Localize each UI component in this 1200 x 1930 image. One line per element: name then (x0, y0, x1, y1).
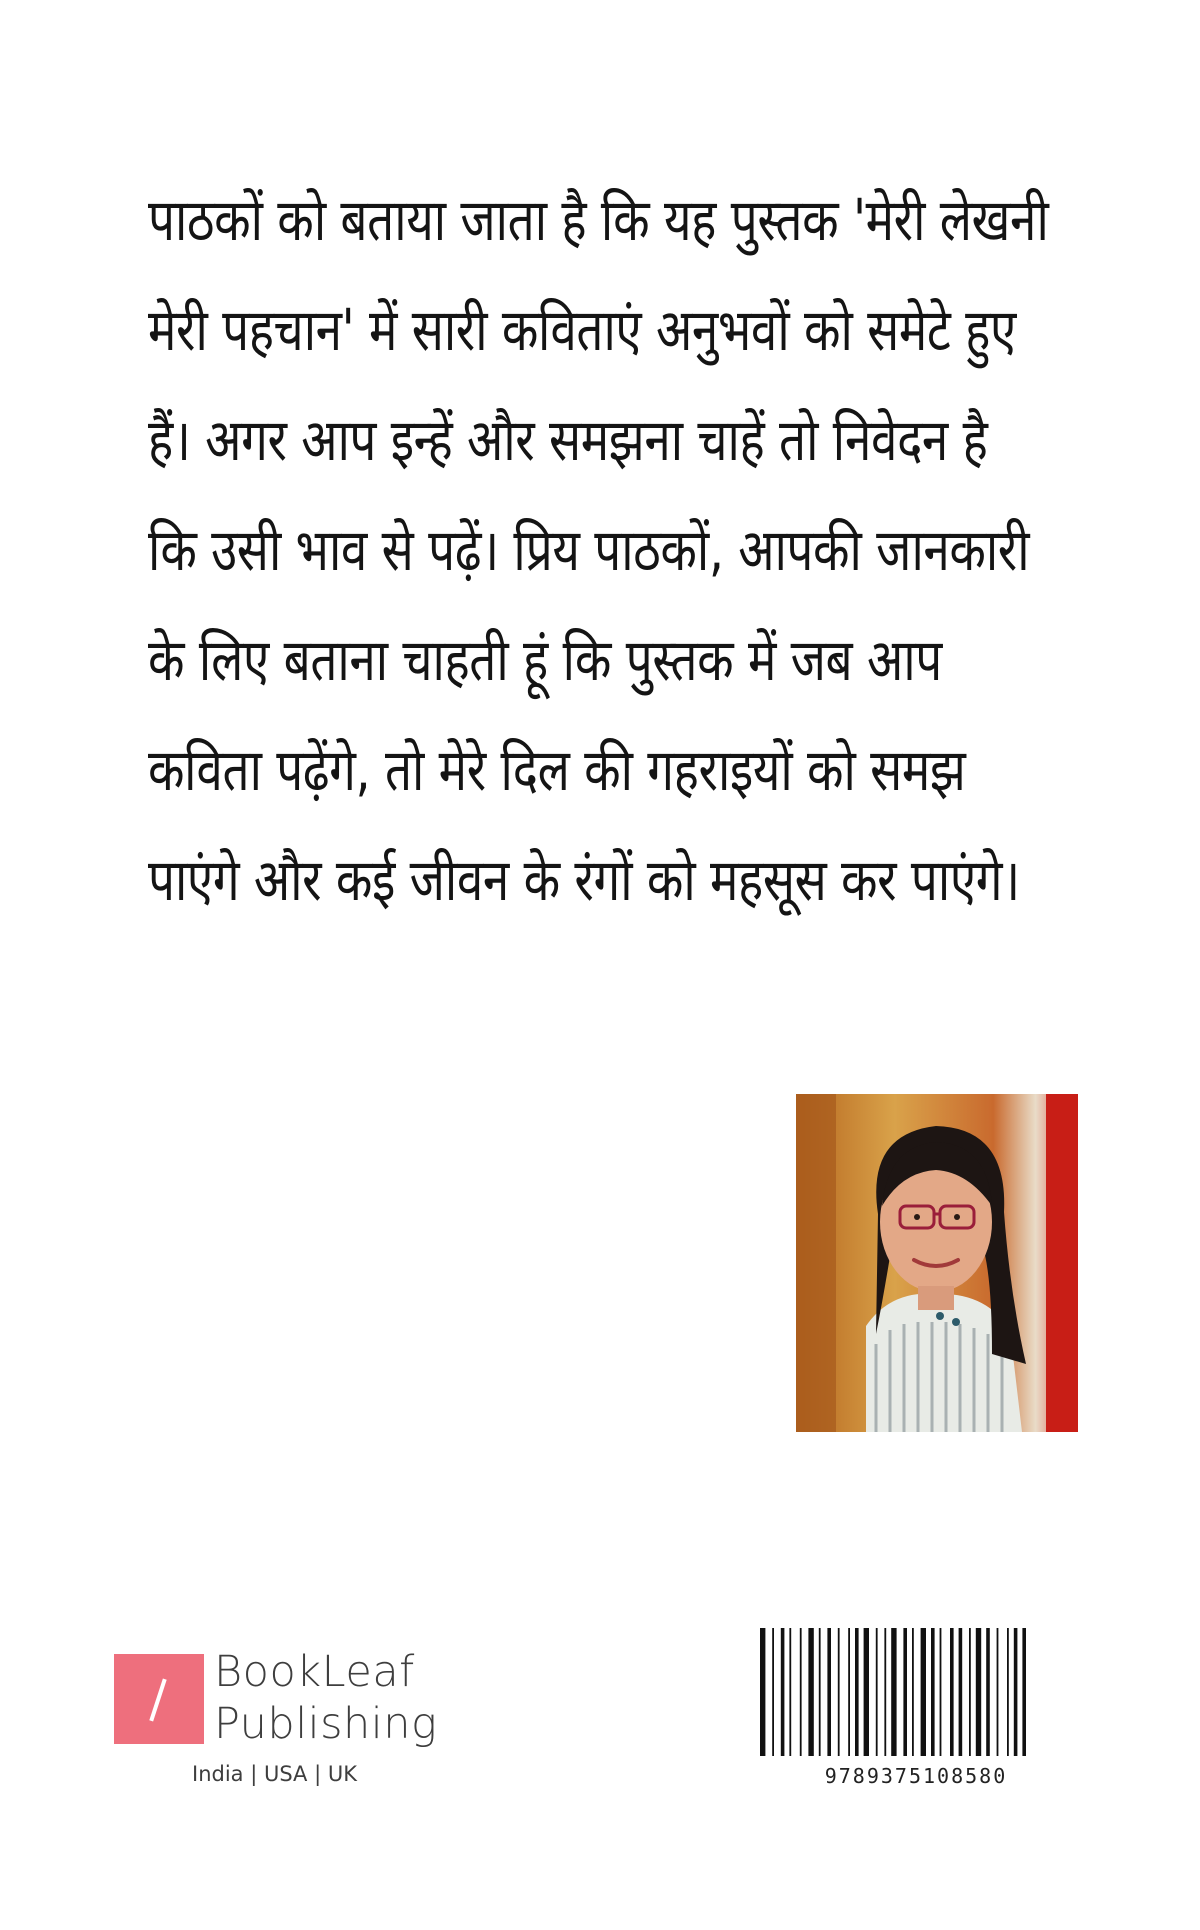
barcode-bar (848, 1628, 850, 1756)
barcode-bar (959, 1628, 963, 1756)
barcode-bar (940, 1628, 942, 1756)
publisher-name (214, 1646, 437, 1750)
barcode-bar (950, 1628, 954, 1756)
publisher-regions: India | USA | UK (192, 1762, 357, 1786)
barcode-bar (921, 1628, 926, 1756)
barcode-bar (1007, 1628, 1009, 1756)
blurb-line: पाठकों को बताया जाता है कि यह पुस्तक 'मेरी लेखनी (148, 186, 1049, 254)
barcode-bar (1014, 1628, 1018, 1756)
isbn-number: 9789375108580 (824, 1764, 1008, 1788)
barcode-bar (891, 1628, 896, 1756)
barcode-bar (800, 1628, 802, 1756)
barcode-bar (969, 1628, 971, 1756)
publisher-logo (114, 1647, 474, 1802)
blurb-line: पाएंगे और कई जीवन के रंगों को महसूस कर पाएंगे। (148, 846, 1020, 914)
publisher-name-line2: Publishing (214, 1699, 438, 1749)
barcode-bar (781, 1628, 785, 1756)
barcode-bar (986, 1628, 990, 1756)
barcode-bar (903, 1628, 907, 1756)
blurb-line: कविता पढ़ेंगे, तो मेरे दिल की गहराइयों को समझ (148, 736, 966, 804)
blurb-line: हैं। अगर आप इन्हें और समझना चाहें तो निवेदन है (148, 406, 988, 474)
barcode-bar (819, 1628, 821, 1756)
author-portrait-icon (796, 1094, 1078, 1432)
barcode-bar (789, 1628, 791, 1756)
barcode-bar (760, 1628, 765, 1756)
barcode-bar (931, 1628, 935, 1756)
blurb-line: के लिए बताना चाहती हूं कि पुस्तक में जब आप (148, 626, 942, 694)
barcode-bar (855, 1628, 859, 1756)
barcode-bar (827, 1628, 831, 1756)
barcode-bar (808, 1628, 813, 1756)
barcode-bar (864, 1628, 869, 1756)
barcode-bar (976, 1628, 981, 1756)
publisher-name-line1: BookLeaf (214, 1647, 415, 1697)
barcode-bar (772, 1628, 774, 1756)
barcode-bar (838, 1628, 840, 1756)
author-photo (796, 1094, 1078, 1432)
slash-mark (149, 1678, 166, 1721)
barcode-bar (912, 1628, 914, 1756)
bookleaf-logo-icon (114, 1654, 204, 1744)
barcode-bar (884, 1628, 886, 1756)
blurb-line: कि उसी भाव से पढ़ें। प्रिय पाठकों, आपकी जानकारी (148, 516, 1030, 584)
barcode-bar (876, 1628, 878, 1756)
blurb-line: मेरी पहचान' में सारी कविताएं अनुभवों को समेटे हुए (148, 296, 1016, 364)
barcode-bar (997, 1628, 999, 1756)
back-cover-blurb (148, 165, 1048, 935)
isbn-barcode (756, 1628, 1076, 1790)
barcode-bar (1022, 1628, 1026, 1756)
barcode-icon (756, 1628, 1076, 1758)
